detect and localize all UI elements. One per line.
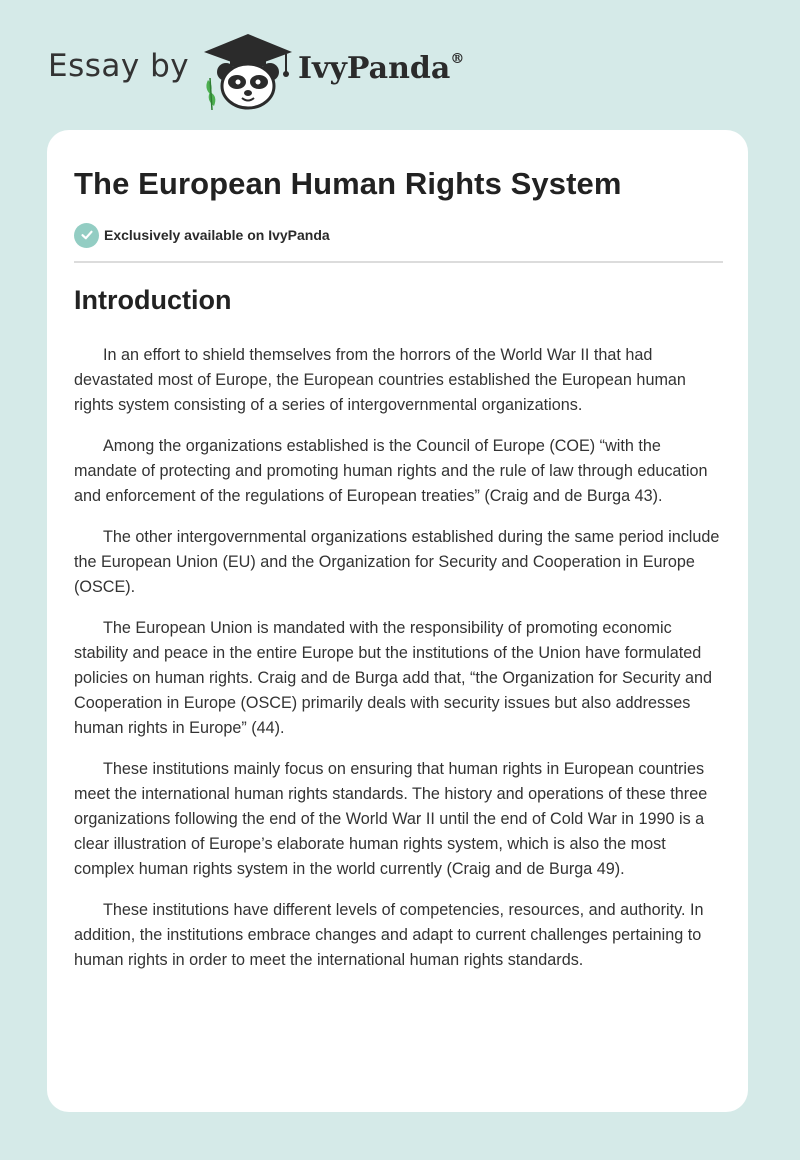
essay-body — [74, 343, 726, 989]
paragraph: These institutions mainly focus on ensuring that human rights in European countries meet the international human rights standards. The history and operations of these three organizations following the end of the World War II until the end of Cold War in 1990 is a clear illustration of Europe’s elaborate human rights system, which is also the most complex human rights system in the world currently (Craig and de Burga 49). — [74, 760, 708, 878]
paragraph: In an effort to shield themselves from the horrors of the World War II that had devastated most of Europe, the European countries established the European human rights system consisting of a series of intergovernmental organizations. — [74, 346, 686, 414]
exclusive-badge — [74, 222, 330, 248]
exclusive-badge-label: Exclusively available on IvyPanda — [104, 227, 330, 243]
site-header — [48, 30, 748, 110]
title-divider — [74, 261, 723, 263]
page-title: The European Human Rights System — [74, 166, 622, 201]
check-circle-icon — [74, 223, 99, 248]
panda-logo-icon[interactable] — [200, 30, 296, 112]
paragraph: The other intergovernmental organizations established during the same period include the European Union (EU) and the Organization for Security and Cooperation in Europe (OSCE). — [74, 528, 720, 596]
registered-mark: ® — [450, 51, 465, 67]
paragraph: These institutions have different levels of competencies, resources, and authority. In addition, the institutions embrace changes and adapt to current challenges pertaining to human rights in order to meet the international human rights standards. — [74, 901, 704, 969]
paragraph: Among the organizations established is the Council of Europe (COE) “with the mandate of protecting and promoting human rights and the rule of law through education and enforcement of the regulations of European treaties” (Craig and de Burga 43). — [74, 437, 708, 505]
brand-name[interactable]: IvyPanda® — [298, 51, 465, 86]
essay-card — [47, 130, 748, 1112]
essay-by-label: Essay by — [48, 48, 190, 84]
section-heading: Introduction — [74, 285, 232, 315]
paragraph: The European Union is mandated with the responsibility of promoting economic stability and peace in the entire Europe but the institutions of the Union have formulated policies on human rights. Craig and de Burga add that, “the Organization for Security and Cooperation in Europe (OSCE) primarily deals with security issues but also addresses human rights in Europe” (44). — [74, 619, 712, 737]
